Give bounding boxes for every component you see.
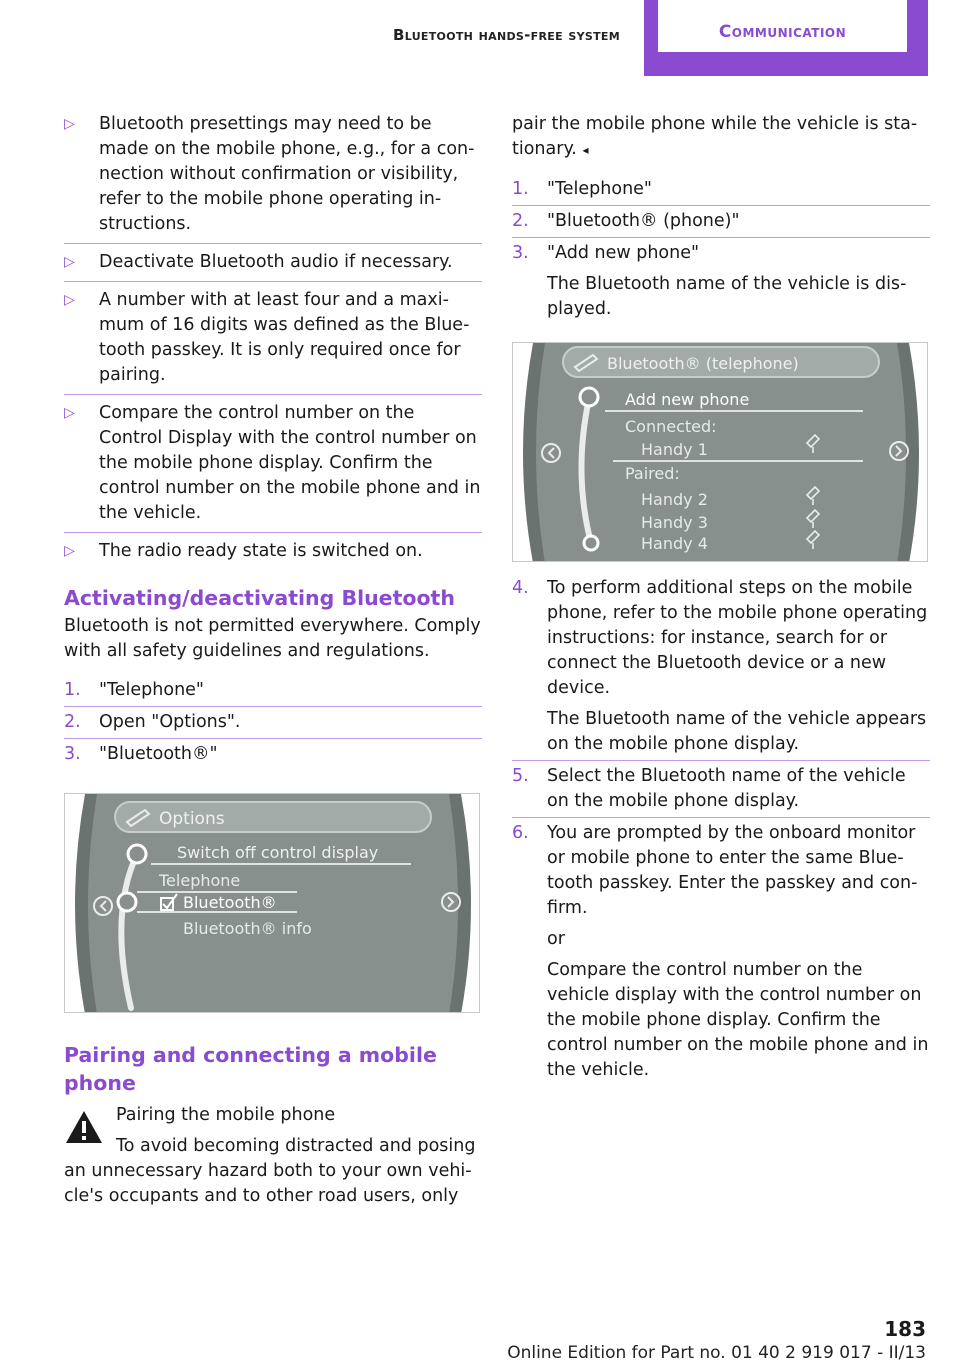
- step-item: 5. Select the Bluetooth name of the vehicle on the mobile phone display.: [512, 766, 906, 811]
- phone-screen-image: [512, 342, 928, 562]
- step-item: 4. To perform additional steps on the mobile phone, refer to the mobile phone operating instructions: for instance, search for or connect the Bluetooth device or a new device. The Bluetooth name of the vehicle appears on the mobile phone display.: [512, 578, 928, 754]
- section-heading: Activating/deactivating Bluetooth: [64, 586, 455, 610]
- divider: [64, 738, 482, 739]
- warning-triangle-icon: [64, 1109, 104, 1145]
- paragraph: pair the mobile phone while the vehicle is stationary. ◂: [512, 114, 918, 159]
- chapter-tab-label: Communication: [658, 0, 907, 52]
- step-item: 6. You are prompted by the onboard monitor or mobile phone to enter the same Bluetooth passkey. Enter the passkey and confirm. or Compare the control number on the vehicle display with the control number on the mobile phone display. Confirm the control number on the mobile phone and in the vehicle.: [512, 823, 929, 1080]
- triangle-bullet-icon: ▷: [64, 543, 75, 559]
- triangle-bullet-icon: ▷: [64, 405, 75, 421]
- bullet-item: ▷ The radio ready state is switched on.: [64, 539, 482, 564]
- page-number: 183: [884, 1317, 926, 1341]
- triangle-bullet-icon: ▷: [64, 254, 75, 270]
- connected-label: Connected:: [625, 417, 717, 436]
- page-footer: [226, 1316, 926, 1362]
- options-title: Options: [159, 809, 225, 829]
- bullet-item: ▷ Deactivate Bluetooth audio if necessary.: [64, 250, 482, 275]
- bullet-item: ▷ A number with at least four and a maximum of 16 digits was defined as the Bluetooth passkey. It is only required once for pairing.: [64, 290, 470, 385]
- divider: [64, 394, 482, 395]
- running-header: Bluetooth hands-free system: [393, 26, 620, 44]
- paired-device: Handy 2: [641, 490, 708, 509]
- left-column: [64, 112, 482, 1209]
- edition-note: Online Edition for Part no. 01 40 2 919 017 - II/13: [507, 1343, 926, 1362]
- paired-device: Handy 3: [641, 513, 708, 532]
- connected-device: Handy 1: [641, 440, 708, 459]
- warning-text: To avoid becoming distracted and posing an unnecessary hazard both to your own vehicle's occupants and to other road users, only: [64, 1136, 476, 1206]
- divider: [64, 281, 482, 282]
- step-item: 1. "Telephone": [64, 680, 204, 700]
- options-item: Bluetooth® info: [183, 919, 312, 938]
- triangle-bullet-icon: ▷: [64, 292, 75, 308]
- divider: [64, 532, 482, 533]
- paired-device: Handy 4: [641, 534, 708, 553]
- paired-label: Paired:: [625, 464, 680, 483]
- add-new-phone-item: Add new phone: [625, 390, 750, 409]
- divider: [512, 237, 930, 238]
- step-item: 2. "Bluetooth® (phone)": [512, 211, 740, 231]
- phone-screen-title: Bluetooth® (telephone): [607, 354, 799, 373]
- divider: [64, 243, 482, 244]
- triangle-bullet-icon: ▷: [64, 116, 75, 132]
- step-item: 2. Open "Options".: [64, 712, 241, 732]
- bullet-item: ▷ Compare the control number on the Control Display with the control number on the mobile phone display. Confirm the control number on the mobile phone and in the vehicle.: [64, 403, 481, 523]
- divider: [512, 760, 930, 761]
- end-mark-icon: ◂: [582, 143, 589, 157]
- divider: [512, 817, 930, 818]
- divider: [512, 205, 930, 206]
- right-column: [512, 112, 930, 1083]
- bullet-item: ▷ Bluetooth presettings may need to be made on the mobile phone, e.g., for a connection without confirmation or visibility, refer to the mobile phone operating instructions.: [64, 114, 475, 234]
- step-item: 1. "Telephone": [512, 179, 652, 199]
- options-item: Switch off control display: [177, 843, 379, 862]
- step-item: 3. "Add new phone" The Bluetooth name of the vehicle is displayed.: [512, 243, 907, 319]
- section-heading: Pairing and connecting a mobile phone: [64, 1043, 437, 1095]
- options-screen-image: [64, 793, 480, 1013]
- warning-block: [64, 1103, 482, 1128]
- options-item: Telephone: [159, 871, 241, 890]
- paragraph: Bluetooth is not permitted everywhere. Comply with all safety guidelines and regulations.: [64, 616, 481, 661]
- options-item-selected: Bluetooth®: [183, 893, 277, 912]
- divider: [64, 706, 482, 707]
- step-item: 3. "Bluetooth®": [64, 744, 218, 764]
- warning-title: Pairing the mobile phone: [116, 1105, 336, 1125]
- chapter-tab: [644, 0, 928, 76]
